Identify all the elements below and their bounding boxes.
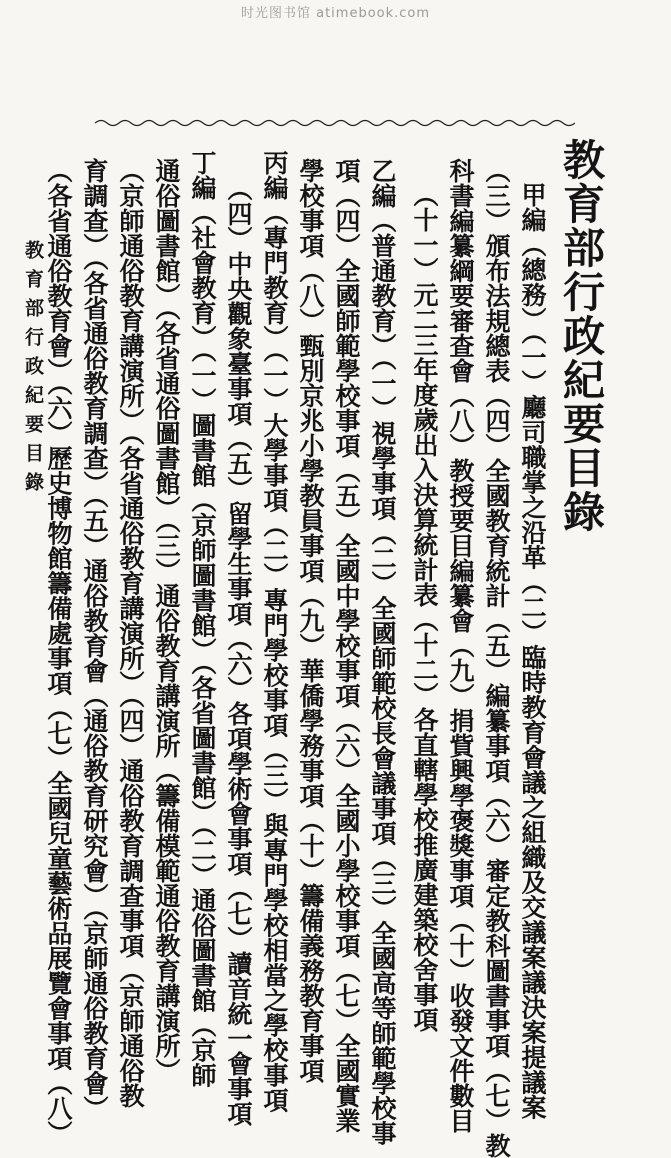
toc-line-8: 丙編（專門教育）（一）大學事項（二）專門學校事項（三）與專門學校相當之學校事項 — [260, 150, 289, 1113]
page-title: 教育部行政紀要目錄 — [557, 138, 606, 534]
toc-line-12: （京師通俗教育講演所）（各省通俗教育講演所）（四）通俗教育調查事項（京師通俗教 — [116, 158, 145, 1108]
toc-line-2: （三）頒布法規總表（四）全國教育統計（五）編纂事項（六）審定教科圖書事項（七）教 — [482, 158, 511, 1158]
wavy-rule — [95, 118, 575, 128]
toc-line-9: （四）中央觀象臺事項（五）留學生事項（六）各項學術會事項（七）讀音統一會事項 — [224, 176, 253, 1126]
running-head: 教育部行政紀要目錄 — [22, 240, 44, 501]
toc-line-13: 育調查）（各省通俗教育調查）（五）通俗教育會（通俗教育研究會）（京師通俗教育會） — [80, 158, 109, 1121]
toc-line-4: （十一）元二三年度歲出入決算統計表（十二）各直轄學校推廣建築校舍事項 — [410, 182, 439, 1032]
toc-line-6: 項（四）全國師範學校事項（五）全國中學校事項（六）全國小學校事項（七）全國實業 — [332, 158, 361, 1133]
toc-line-11: 通俗圖書館）（各省通俗圖書館）（三）通俗教育講演所（籌備模範通俗教育講演所） — [152, 158, 181, 1083]
toc-line-1: 甲編（總務）（一）廳司職掌之沿革（二）臨時教育會議之組織及交議案議決案提議案 — [518, 182, 547, 1120]
toc-line-3: 科書編纂綱要審查會（八）教授要目編纂會（九）捐貲興學褒獎事項（十）收發文件數目 — [446, 158, 475, 1133]
watermark: 时光图书馆 atimebook.com — [240, 6, 431, 21]
toc-line-14: （各省通俗教育會）（六）歷史博物館籌備處事項（七）全國兒童藝術品展覽會事項（八） — [44, 158, 73, 1146]
toc-line-7: 學校事項（八）甄別京兆小學教員事項（九）華僑學務事項（十）籌備義務教育事項 — [296, 158, 325, 1083]
toc-line-10: 丁編（社會教育）（一）圖書館（京師圖書館）（各省圖書館）（二）通俗圖書館（京師 — [188, 150, 217, 1088]
toc-line-5: 乙編（普通教育）（一）視學事項（二）全國師範校長會議事項（三）全國高等師範學校事 — [368, 158, 397, 1146]
